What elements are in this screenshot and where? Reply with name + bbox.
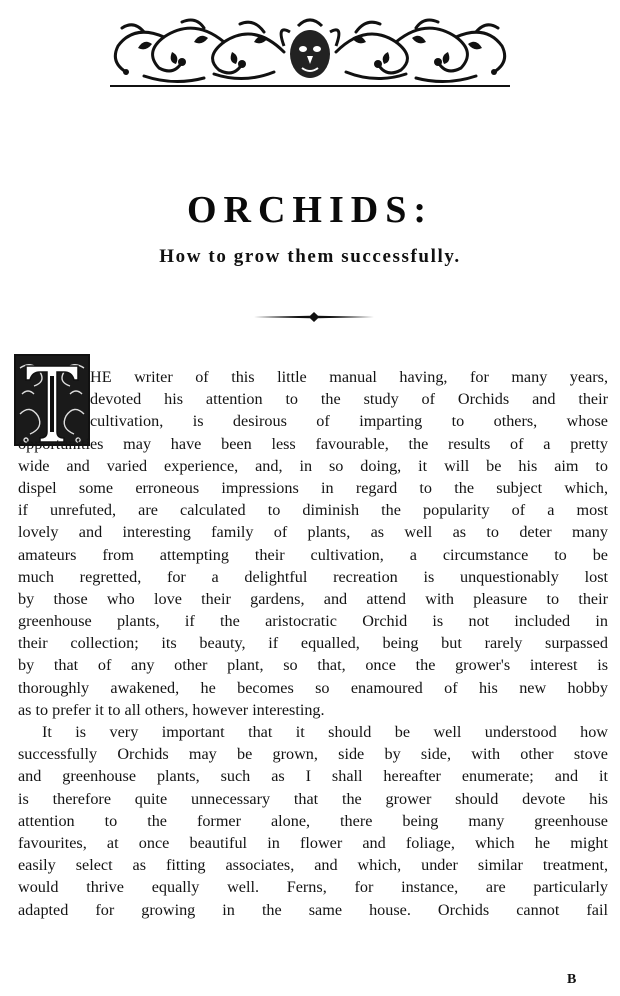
text-line: favourites, at once beautiful in flower and foliage, which he might [18, 833, 608, 852]
text-line: by those who love their gardens, and attend with pleasure to their [18, 589, 608, 608]
text-line: easily select as fitting associates, and which, under similar treatment, [18, 856, 608, 875]
text-line: if unrefuted, are calculated to diminish the popularity of a most [18, 501, 608, 520]
text-line: lovely and interesting family of plants, as well as to deter many [18, 523, 608, 542]
chapter-subtitle: How to grow them successfully. [159, 246, 461, 267]
text-line: HE writer of this little manual having, for many years, [90, 368, 608, 386]
paragraph-2 [18, 721, 608, 921]
text-line: successfully Orchids may be grown, side by side, with other stove [18, 745, 608, 764]
chapter-title: ORCHIDS: [186, 189, 434, 231]
text-line: their collection; its beauty, if equalled, being but rarely surpassed [18, 634, 608, 653]
text-line: devoted his attention to the study of Orchids and their [90, 390, 608, 409]
body-text [18, 366, 608, 921]
text-line: much regretted, for a delightful recreation is unquestionably lost [18, 567, 608, 586]
text-line: thoroughly awakened, he becomes so enamoured of his new hobby [18, 678, 608, 697]
text-line: as to prefer it to all others, however interesting. [18, 700, 325, 719]
text-line: wide and varied experience, and, in so doing, it will be his aim to [18, 456, 608, 475]
text-line: would thrive equally well. Ferns, for instance, are particularly [18, 878, 608, 897]
text-line: greenhouse plants, if the aristocratic Orchid is not included in [18, 612, 608, 631]
text-line: cultivation, is desirous of imparting to others, whose [90, 412, 608, 431]
signature-mark: B [567, 972, 577, 987]
text-line: attention to the former alone, there being many greenhouse [18, 811, 608, 830]
paragraph-1 [18, 366, 608, 721]
text-line: by that of any other plant, so that, once the grower's interest is [18, 656, 608, 675]
text-line: opportunities may have been less favourable, the results of a pretty [18, 434, 608, 453]
diamond-rule-ornament-icon [254, 310, 374, 324]
floral-headpiece-ornament-icon [104, 12, 516, 90]
text-line: is therefore quite unnecessary that the grower should devote his [18, 789, 608, 808]
text-line: It is very important that it should be well understood how [42, 723, 608, 741]
text-line: adapted for growing in the same house. Orchids cannot fail [18, 900, 608, 919]
text-line: and greenhouse plants, such as I shall hereafter enumerate; and it [18, 767, 608, 786]
text-line: amateurs from attempting their cultivation, a circumstance to be [18, 545, 608, 564]
text-line: dispel some erroneous impressions in regard to the subject which, [18, 478, 608, 497]
